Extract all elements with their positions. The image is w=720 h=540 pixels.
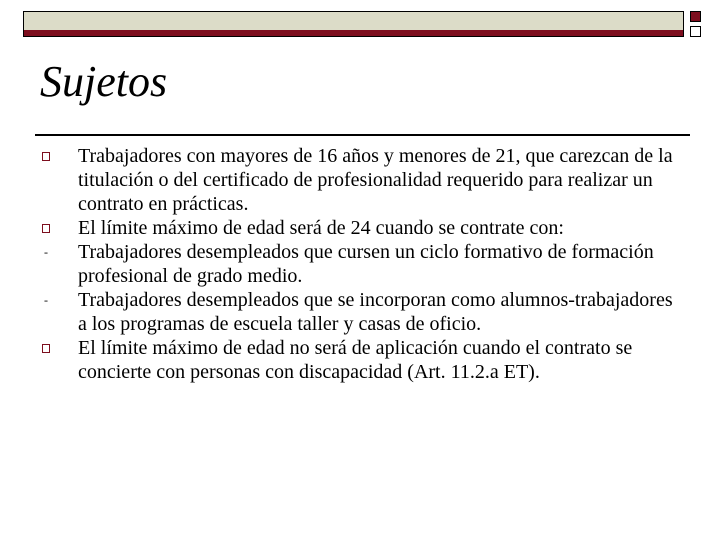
corner-square-filled [690, 11, 701, 22]
list-item-text: Trabajadores desempleados que cursen un ciclo formativo de formación profesional de grado medio. [78, 241, 654, 287]
list-item [40, 216, 680, 240]
dash-bullet-icon [40, 288, 78, 312]
list-item-text: Trabajadores desempleados que se incorporan como alumnos-trabajadores a los programas de escuela taller y casas de oficio. [78, 289, 673, 335]
bullet-list [40, 144, 680, 384]
slide-title: Sujetos [40, 57, 168, 106]
list-item [40, 336, 680, 384]
list-item [40, 144, 680, 216]
square-bullet-icon [40, 336, 78, 360]
list-item-text: Trabajadores con mayores de 16 años y menores de 21, que carezcan de la titulación o del certificado de profesionalidad requerido para realizar un contrato en prácticas. [78, 145, 673, 215]
header-bar [23, 11, 684, 37]
dash-bullet: - [44, 245, 48, 259]
square-bullet-icon [40, 216, 78, 240]
header-bar-accent [24, 30, 683, 36]
dash-bullet: - [44, 293, 48, 307]
dash-bullet-icon [40, 240, 78, 264]
corner-square-outline [690, 26, 701, 37]
title-divider [35, 134, 690, 136]
list-item-text: El límite máximo de edad será de 24 cuando se contrate con: [78, 217, 564, 239]
list-item-text: El límite máximo de edad no será de aplicación cuando el contrato se concierte con personas con discapacidad (Art. 11.2.a ET). [78, 337, 633, 383]
list-item [40, 288, 680, 336]
list-item [40, 240, 680, 288]
square-bullet-icon [40, 144, 78, 168]
